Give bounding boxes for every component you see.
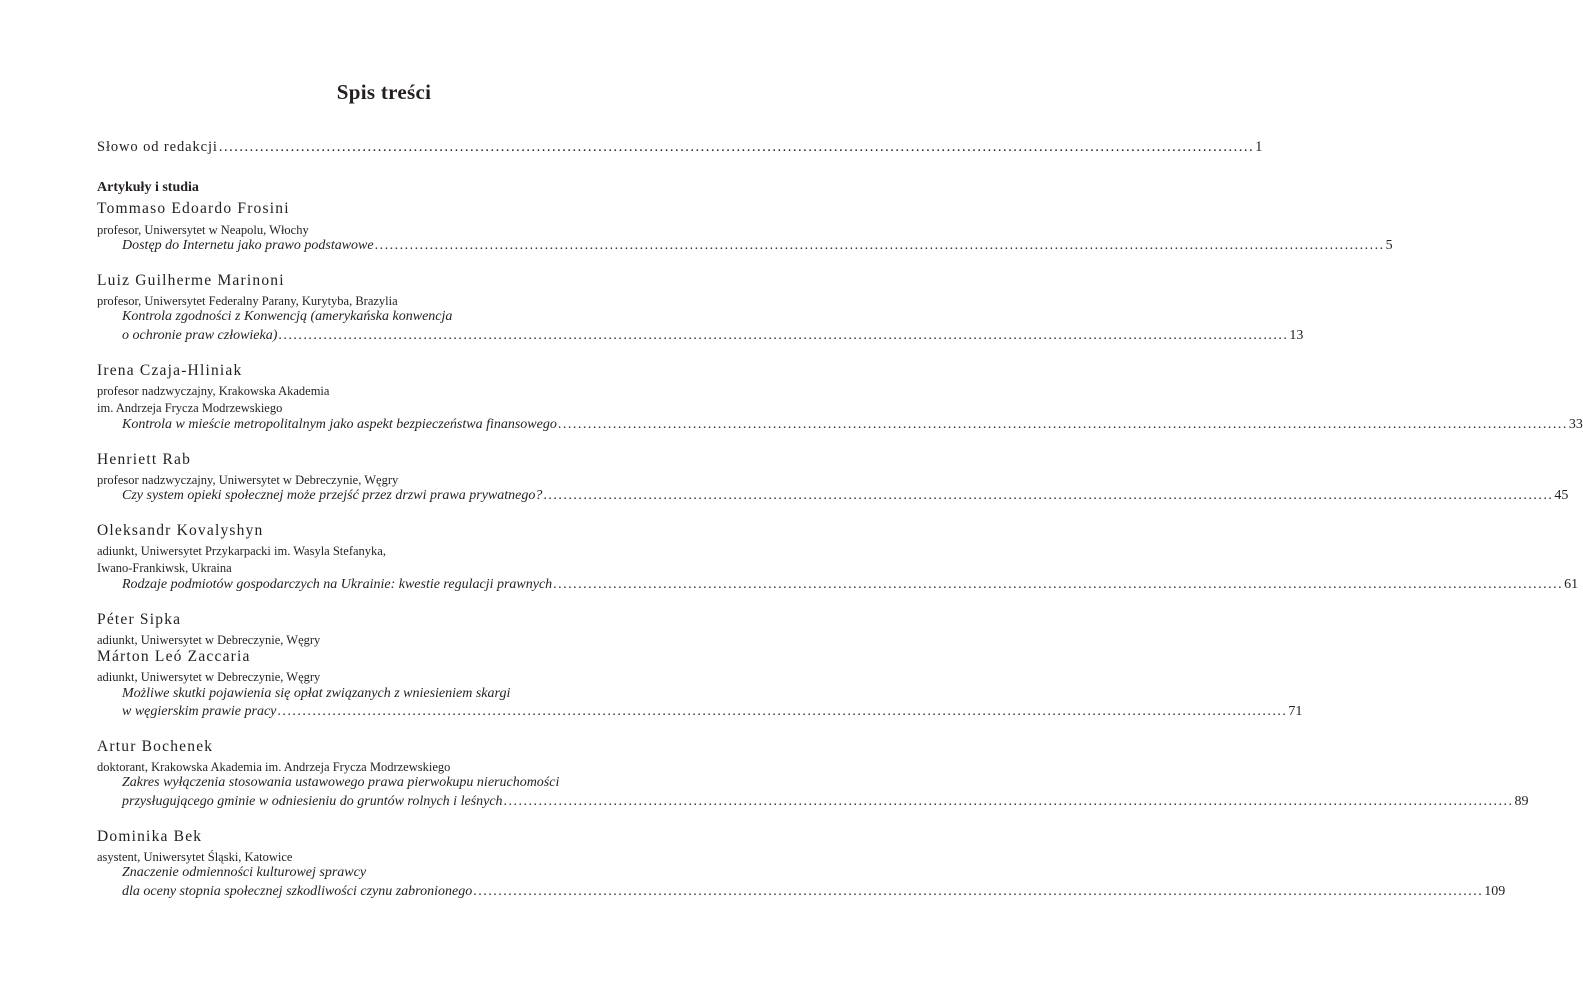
author-affiliation: profesor nadzwyczajny, Krakowska Akademia — [97, 384, 330, 398]
page-number: 5 — [1385, 238, 1393, 253]
article-title-line: dla oceny stopnia społecznej szkodliwości czynu zabronionego — [122, 884, 473, 899]
article-title: Dostęp do Internetu jako prawo podstawowe — [122, 238, 374, 253]
author-affiliation: profesor, Uniwersytet Federalny Parany, Kurytyba, Brazylia — [97, 294, 398, 308]
page-number: 13 — [1289, 328, 1304, 343]
author-affiliation: doktorant, Krakowska Akademia im. Andrzeja Frycza Modrzewskiego — [97, 760, 451, 774]
article-title-line: przysługującego gminie w odniesieniu do gruntów rolnych i leśnych — [122, 794, 503, 809]
author-name: Oleksandr Kovalyshyn — [97, 522, 264, 539]
author-affiliation: profesor, Uniwersytet w Neapolu, Włochy — [97, 223, 309, 237]
author-name: Luiz Guilherme Marinoni — [97, 272, 285, 289]
author-name: Márton Leó Zaccaria — [97, 648, 251, 665]
article-title-line[interactable]: Kontrola zgodności z Konwencją (amerykańska konwencja — [122, 309, 453, 324]
author-affiliation: Iwano-Frankiwsk, Ukraina — [97, 561, 232, 575]
leader-dots: .......................................................................................................................................................................................................... — [557, 417, 1568, 432]
leader-dots: .......................................................................................................................................................................................................... — [543, 488, 1554, 503]
toc-entry-article[interactable] — [122, 577, 1579, 593]
author-name: Tommaso Edoardo Frosini — [97, 200, 290, 217]
article-title-line: w węgierskim prawie pracy — [122, 704, 277, 719]
author-name: Artur Bochenek — [97, 738, 214, 755]
toc-entry-article[interactable] — [122, 884, 1506, 900]
article-title-line[interactable]: Zakres wyłączenia stosowania ustawowego prawa pierwokupu nieruchomości — [122, 775, 560, 790]
page-number: 109 — [1484, 884, 1506, 899]
page-number: 89 — [1514, 794, 1529, 809]
section-heading: Artykuły i studia — [97, 180, 199, 195]
article-title: Czy system opieki społecznej może przejść przez drzwi prawa prywatnego? — [122, 488, 543, 503]
toc-entry-article[interactable] — [122, 488, 1569, 504]
page-number: 45 — [1554, 488, 1569, 503]
page-number: 33 — [1568, 417, 1583, 432]
author-affiliation: profesor nadzwyczajny, Uniwersytet w Debreczynie, Węgry — [97, 473, 399, 487]
leader-dots: .......................................................................................................................................................................................................... — [503, 794, 1514, 809]
toc-entry-intro[interactable] — [97, 139, 1264, 156]
leader-dots: .......................................................................................................................................................................................................... — [374, 238, 1385, 253]
author-name: Péter Sipka — [97, 611, 182, 628]
leader-dots: .......................................................................................................................................................................................................... — [553, 577, 1564, 592]
author-affiliation: adiunkt, Uniwersytet w Debreczynie, Węgry — [97, 633, 321, 647]
leader-dots: .......................................................................................................................................................................................................... — [473, 884, 1484, 899]
article-title: Rodzaje podmiotów gospodarczych na Ukrainie: kwestie regulacji prawnych — [122, 577, 553, 592]
article-title-line: o ochronie praw człowieka) — [122, 328, 278, 343]
toc-entry-article[interactable] — [122, 238, 1393, 254]
author-affiliation: asystent, Uniwersytet Śląski, Katowice — [97, 850, 293, 864]
leader-dots: .......................................................................................................................................................................................................... — [277, 704, 1288, 719]
toc-entry-article[interactable] — [122, 794, 1529, 810]
author-name: Dominika Bek — [97, 828, 203, 845]
toc-entry-article[interactable] — [122, 328, 1304, 344]
page-number: 61 — [1564, 577, 1579, 592]
author-affiliation: im. Andrzeja Frycza Modrzewskiego — [97, 401, 283, 415]
author-affiliation: adiunkt, Uniwersytet w Debreczynie, Węgry — [97, 670, 321, 684]
leader-dots: .......................................................................................................................................................................................................... — [218, 139, 1255, 155]
page-title: Spis treści — [336, 80, 432, 104]
author-name: Irena Czaja-Hliniak — [97, 362, 243, 379]
page-number: 71 — [1288, 704, 1303, 719]
toc-entry-article[interactable] — [122, 704, 1303, 720]
article-title-line[interactable]: Możliwe skutki pojawienia się opłat związanych z wniesieniem skargi — [122, 686, 511, 701]
page-number: 1 — [1255, 139, 1264, 155]
author-affiliation: adiunkt, Uniwersytet Przykarpacki im. Wasyla Stefanyka, — [97, 544, 386, 558]
entry-title: Słowo od redakcji — [97, 139, 218, 155]
article-title: Kontrola w mieście metropolitalnym jako aspekt bezpieczeństwa finansowego — [122, 417, 557, 432]
leader-dots: .......................................................................................................................................................................................................... — [278, 328, 1289, 343]
article-title-line[interactable]: Znaczenie odmienności kulturowej sprawcy — [122, 865, 367, 880]
author-name: Henriett Rab — [97, 451, 192, 468]
toc-entry-article[interactable] — [122, 417, 1583, 433]
